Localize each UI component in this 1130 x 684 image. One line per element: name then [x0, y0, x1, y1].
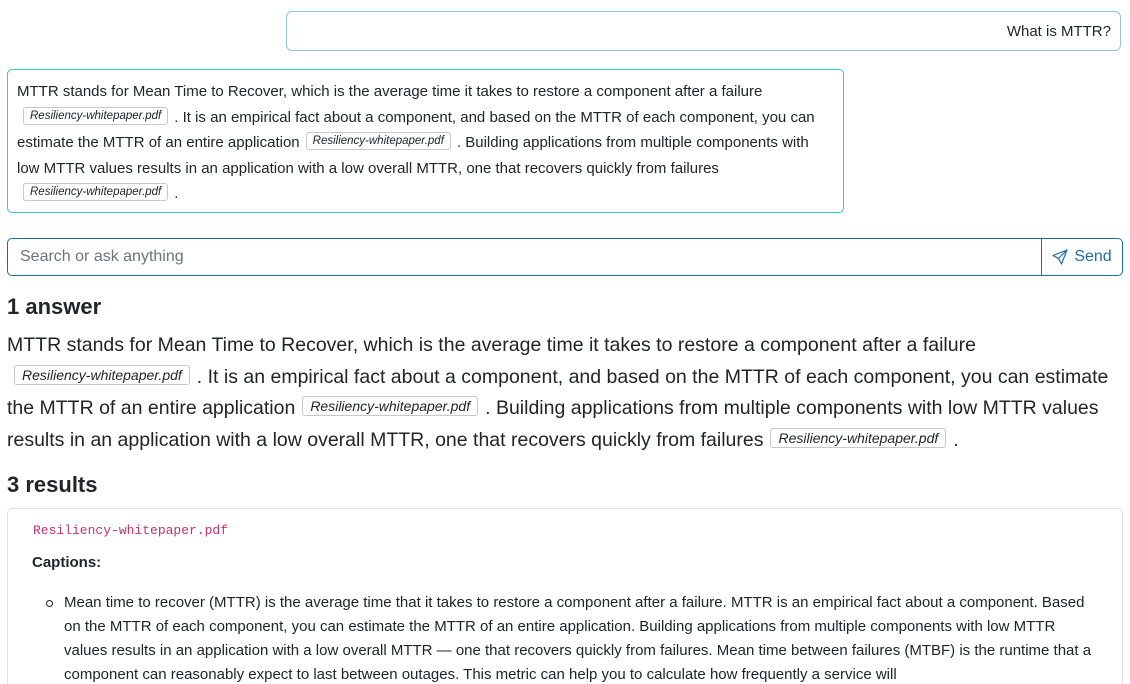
assistant-message-text: . — [174, 185, 179, 202]
citation-chip[interactable]: Resiliency-whitepaper.pdf — [23, 107, 168, 125]
citation-chip[interactable]: Resiliency-whitepaper.pdf — [770, 428, 946, 448]
search-bar — [7, 238, 1123, 276]
captions-label: Captions: — [32, 554, 102, 571]
citation-chip[interactable]: Resiliency-whitepaper.pdf — [306, 132, 451, 150]
paper-plane-icon — [1052, 249, 1068, 265]
assistant-message-bubble — [7, 69, 844, 213]
results-heading: 3 results — [7, 472, 98, 497]
caption-item: Mean time to recover (MTTR) is the average time that it takes to restore a component after a failure. MTTR is an empirical fact about a component. Based on the MTTR of each component, you can estimate the MTTR of an entire application. Building applications from multiple components with low MTTR values results in an application with a low overall MTTR — one that recovers quickly from failures. Mean time between failures (MTBF) is the runtime that a component can reasonably expect to last between outages. This metric can help you to calculate how frequently a service will — [64, 591, 1098, 684]
answer-segment: . It is an empirical fact about a component, and based on the MTTR of each component, you can estimate the MTTR of an entire application — [7, 365, 1109, 419]
answer-segment: . Building applications from multiple components with low MTTR values results in an application with a low overall MTTR, one that recovers quickly from failures — [7, 397, 1099, 451]
answer-segment: . — [953, 428, 959, 451]
answer-segment: MTTR stands for Mean Time to Recover, which is the average time it takes to restore a component after a failure — [7, 334, 976, 356]
user-message-bubble — [286, 11, 1121, 51]
user-message-text: What is MTTR? — [1006, 22, 1111, 40]
citation-chip[interactable]: Resiliency-whitepaper.pdf — [23, 183, 168, 201]
assistant-message-text: MTTR stands for Mean Time to Recover, which is the average time it takes to restore a component after a failure — [17, 83, 763, 100]
assistant-message-text: . It is an empirical fact about a component, and based on the MTTR of each component, you can estimate the MTTR of an entire application — [17, 108, 815, 151]
caption-list — [32, 591, 1098, 684]
answers-heading: 1 answer — [7, 294, 102, 319]
send-button-label: Send — [1074, 248, 1112, 265]
result-card — [7, 508, 1123, 684]
citation-chip[interactable]: Resiliency-whitepaper.pdf — [302, 396, 478, 416]
citation-chip[interactable]: Resiliency-whitepaper.pdf — [14, 365, 190, 385]
assistant-message-text: . Building applications from multiple components with low MTTR values results in an application with a low overall MTTR, one that recovers quickly from failures — [17, 134, 809, 177]
result-file-name[interactable]: Resiliency-whitepaper.pdf — [33, 523, 229, 538]
send-button[interactable] — [1041, 238, 1123, 276]
search-input[interactable] — [7, 238, 1041, 276]
answer-text — [7, 330, 1117, 456]
